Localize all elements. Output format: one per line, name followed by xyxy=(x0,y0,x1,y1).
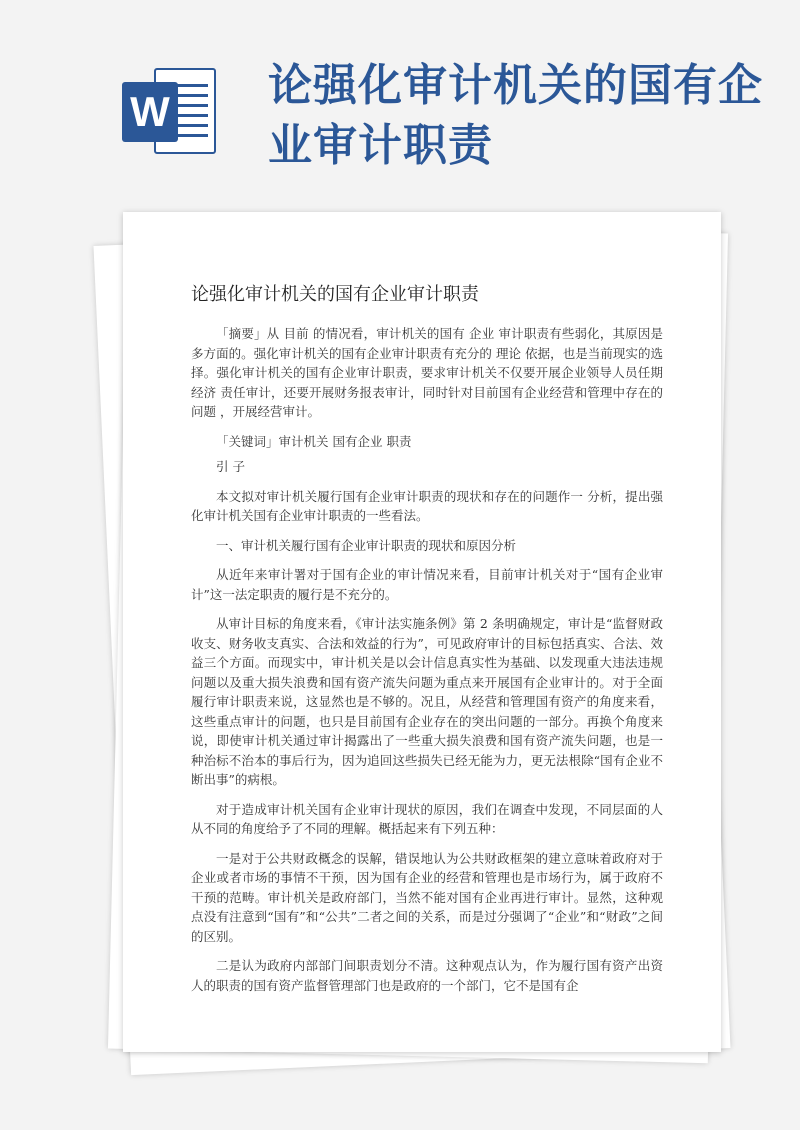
paragraph: 二是认为政府内部部门间职责划分不清。这种观点认为，作为履行国有资产出资人的职责的国有资产监督管理部门也是政府的一个部门，它不是国有企 xyxy=(191,958,663,993)
paragraph: 从近年来审计署对于国有企业的审计情况来看，目前审计机关对于“国有企业审计”这一法定职责的履行是不充分的。 xyxy=(191,567,663,602)
paragraph-keywords: 「关键词」审计机关 国有企业 职责 xyxy=(216,433,412,449)
document-page xyxy=(123,212,721,1052)
page-title: 论强化审计机关的国有企业审计职责 xyxy=(268,60,763,171)
paragraph-intro: 本文拟对审计机关履行国有企业审计职责的现状和存在的问题作一 分析，提出强化审计机关国有企业审计职责的一些看法。 xyxy=(191,488,663,523)
document-body xyxy=(191,324,663,1005)
paragraph-abstract: 「摘要」从 目前 的情况看，审计机关的国有 企业 审计职责有些弱化，其原因是多方面的。强化审计机关的国有企业审计职责有充分的 理论 依据，也是当前现实的选择。强化审计机关的国有企业审计职责，要求审计机关不仅要开展企业领导人员任期 经济 责任审计，还要开展财务报表审计，同时针对目前国有企业经营和管理中存在的 问题 ，开展经营审计。 xyxy=(191,326,663,419)
section-heading-1: 一、审计机关履行国有企业审计职责的现状和原因分析 xyxy=(216,537,517,553)
paragraph: 对于造成审计机关国有企业审计现状的原因，我们在调查中发现，不同层面的人从不同的角度给予了不同的理解。概括起来有下列五种： xyxy=(191,801,663,836)
word-logo-icon xyxy=(118,60,218,160)
paragraph-intro-heading: 引 子 xyxy=(216,459,245,474)
paragraph: 一是对于公共财政概念的误解，错误地认为公共财政框架的建立意味着政府对于企业或者市场的事情不干预，因为国有企业的经营和管理也是市场行为，属于政府不干预的范畴。审计机关是政府部门，当然不能对国有企业再进行审计。显然，这种观点没有注意到“国有”和“公共”二者之间的关系，而是过分强调了“企业”和“财政”之间的区别。 xyxy=(191,850,663,944)
paragraph: 从审计目标的角度来看，《审计法实施条例》第 2 条明确规定，审计是“监督财政收支、财务收支真实、合法和效益的行为”，可见政府审计的目标包括真实、合法、效益三个方面。而现实中，审计机关是以会计信息真实性为基础、以发现重大违法违规问题以及重大损失浪费和国有资产流失问题为重点来开展国有企业审计的。对于全面履行审计职责来说，这显然也是不够的。况且，从经营和管理国有资产的角度来看，这些重点审计的问题，也只是目前国有企业存在的突出问题的一部分。再换个角度来说，即使审计机关通过审计揭露出了一些重大损失浪费和国有资产流失问题，也是一种治标不治本的事后行为，因为追回这些损失已经无能为力，更无法根除“国有企业不断出事”的病根。 xyxy=(191,616,663,787)
word-logo-letter: W xyxy=(122,82,178,142)
document-title: 论强化审计机关的国有企业审计职责 xyxy=(191,284,479,305)
